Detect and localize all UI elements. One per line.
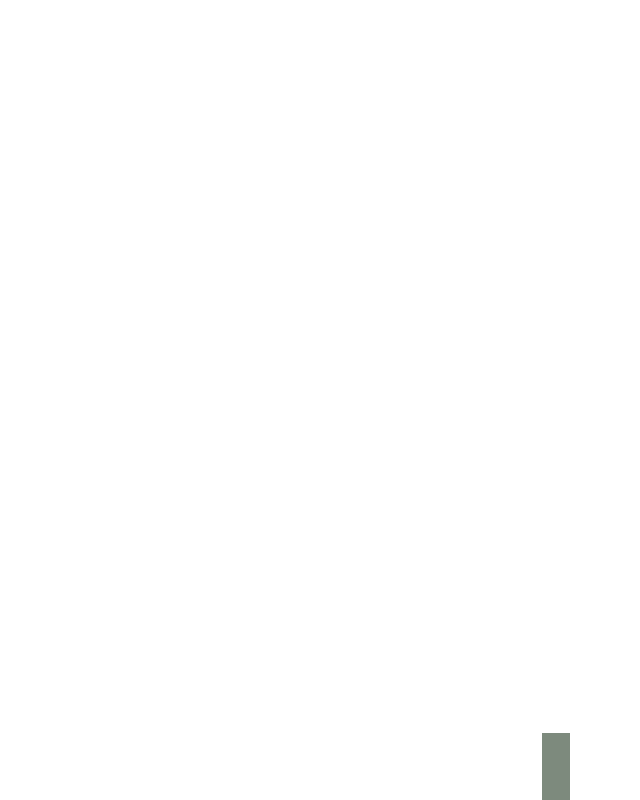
page-number-tab: [542, 733, 570, 800]
knitting-chart: [382, 74, 572, 720]
